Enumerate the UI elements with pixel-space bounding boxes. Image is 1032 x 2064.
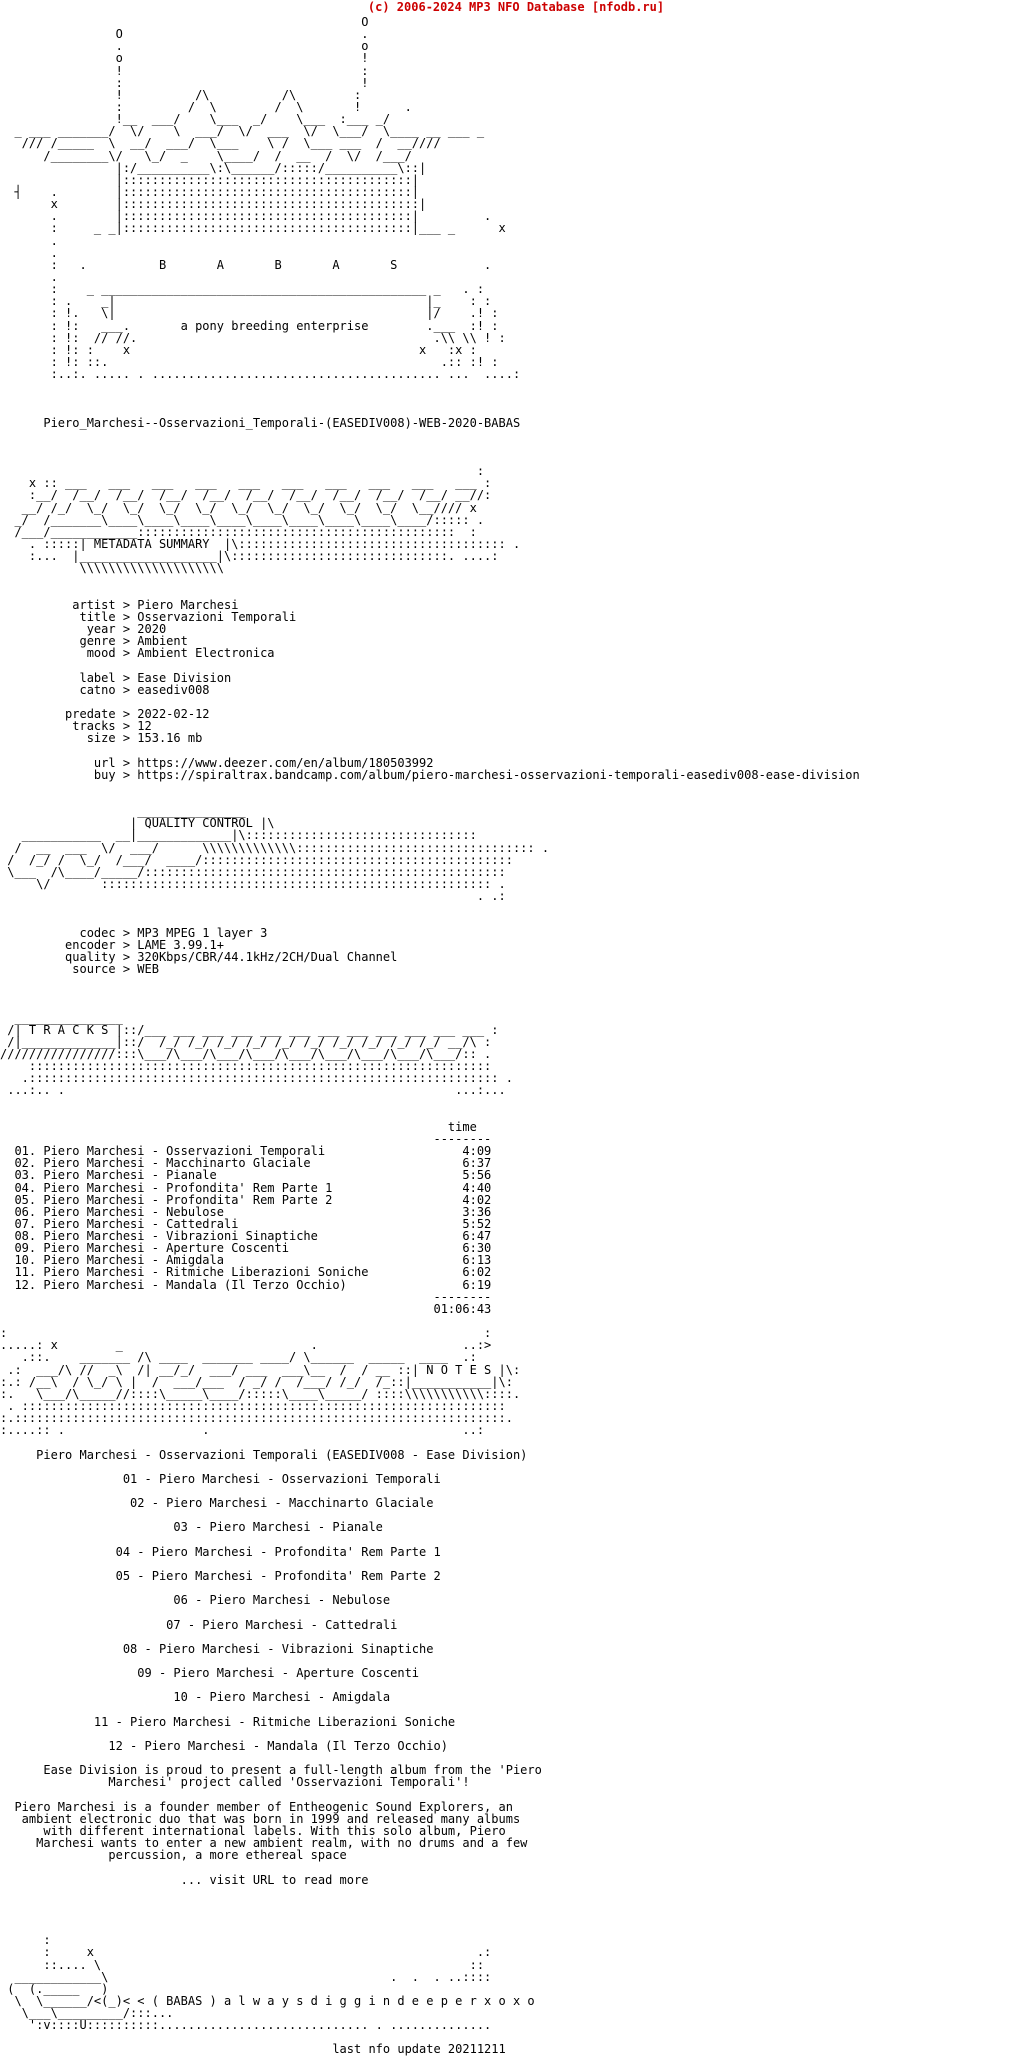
nfo-line [0,380,1032,392]
nfo-line [0,781,1032,793]
nfo-line [0,999,1032,1011]
nfo-line: title > Osservazioni Temporali [0,609,297,624]
nfo-line: Ease Division is proud to present a full-length album from the 'Piero [0,1763,542,1778]
nfo-line [0,1704,1032,1716]
nfo-line: quality > 320Kbps/CBR/44.1kHz/2CH/Dual Channel [0,949,398,964]
nfo-line: ! : [0,63,369,78]
nfo-line: \\\\\\\\\\\\\\\\\\\\ [0,561,224,576]
nfo-line [0,1436,1032,1448]
nfo-line: ambient electronic duo that was born in 1999 and released many albums [0,1811,521,1826]
nfo-line: ┤ . |::::::::::::::::::::::::::::::::::::::::| [0,184,420,199]
nfo-line: .::. _______ /\ ____ _______ ____/ \______ _____ ____ .: [0,1350,477,1365]
nfo-line: 10. Piero Marchesi - Amigdala 6:13 [0,1253,492,1268]
nfo-line: ____________\ . . . ..:::: [0,1969,492,1984]
nfo-line: 12 - Piero Marchesi - Mandala (Il Terzo Occhio) [0,1738,448,1753]
nfo-line: time [0,1119,477,1134]
nfo-line [0,987,1032,999]
nfo-line: encoder > LAME 3.99.1+ [0,937,224,952]
nfo-line: : x .: [0,1945,492,1960]
nfo-line: : !: ___. a pony breeding enterprise .___ :! : [0,318,499,333]
nfo-line: with different international labels. With this solo album, Piero [0,1823,506,1838]
nfo-line: label > Ease Division [0,670,232,685]
nfo-line: /|_____________|::/ /_/ /_/ /_/ /_/ /_/ /_/ /_/ /_/ /_/ /_/ __/\ : [0,1034,492,1049]
nfo-line: _ ___ _______/ \/ \ ___/ \/ ___ \/ \___/ \____ __ ___ _ [0,124,485,139]
nfo-line: . :::::| METADATA SUMMARY |\::::::::::::::::::::::::::::::::::::: . [0,537,521,552]
nfo-line: |:/__________\:\______/:::::/__________\::| [0,160,427,175]
nfo-line: 11 - Piero Marchesi - Ritmiche Liberazioni Soniche [0,1714,456,1729]
nfo-line: \ \______/<(_)< < ( BABAS ) a l w a y s d i g g i n d e e p e r x o x o [0,1993,535,2008]
nfo-line [0,1109,1032,1121]
nfo-line: : !: ::. .:: :! : [0,354,499,369]
nfo-line: 10 - Piero Marchesi - Amigdala [0,1690,391,1705]
nfo-line [0,1534,1032,1546]
nfo-line: : . B A B A S . [0,257,492,272]
nfo-line [0,744,1032,756]
nfo-line: buy > https://spiraltrax.bandcamp.com/album/piero-marchesi-osservazioni-temporali-easediv008-ease-division [0,767,860,782]
nfo-line: 06. Piero Marchesi - Nebulose 3:36 [0,1204,492,1219]
nfo-line: size > 153.16 mb [0,731,203,746]
nfo-line: 01:06:43 [0,1301,492,1316]
nfo-line: :. \___/\_____//::::\_____\____/:::::\____\_____/ ::::\\\\\\\\\\\::::. [0,1386,521,1401]
nfo-line: 01 - Piero Marchesi - Osservazioni Temporali [0,1471,441,1486]
nfo-line: ////////////////:::\___/\___/\___/\___/\___/\___/\___/\___/\___/:: . [0,1046,492,1061]
nfo-line [0,975,1032,987]
nfo-line: artist > Piero Marchesi [0,597,239,612]
nfo-line [0,1861,1032,1873]
nfo-line: Piero Marchesi is a founder member of Entheogenic Sound Explorers, an [0,1799,513,1814]
nfo-line: \___ /\____/_____/:::::::::::::::::::::::::::::::::::::::::::::::::: [0,864,506,879]
nfo-line: -------- [0,1289,492,1304]
nfo-line [0,405,1032,417]
nfo-line: -------- [0,1131,492,1146]
nfo-line: ':v::::U::::::::::............................. . .............. [0,2018,492,2033]
nfo-line: 07 - Piero Marchesi - Cattedrali [0,1617,398,1632]
nfo-line: . [0,245,58,260]
nfo-line: 05 - Piero Marchesi - Profondita' Rem Parte 2 [0,1569,441,1583]
nfo-line: 03. Piero Marchesi - Pianale 5:56 [0,1168,492,1183]
nfo-line: /___/____________:::::::::::::::::::::::::::::::::::::::::::: : [0,524,477,539]
nfo-line: o ! [0,51,369,66]
nfo-line: : [0,464,485,479]
nfo-line: .....: x _ . ..:> [0,1338,492,1353]
nfo-line [0,441,1032,453]
nfo-line: ! /\ /\ : [0,87,362,102]
nfo-line: : !: // //. .\\ \\ ! : [0,330,506,345]
nfo-line [0,1898,1032,1910]
nfo-line: Piero_Marchesi--Osservazioni_Temporali-(EASEDIV008)-WEB-2020-BABAS [0,415,521,430]
nfo-line: year > 2020 [0,622,167,637]
nfo-line: /// /_____ \ __/ ___/ \___ \ / \___ ___ / __//// [0,136,441,151]
nfo-line: : ! [0,75,369,90]
nfo-line: ___________ __|_____________|\:::::::::::::::::::::::::::::::: [0,828,477,843]
nfo-line [0,574,1032,586]
nfo-line: : [0,1933,51,1948]
nfo-line: ( (._____ ) [0,1981,109,1996]
nfo-line: : !: : x x :x : [0,342,477,357]
nfo-line: |::::::::::::::::::::::::::::::::::::::::| [0,172,420,187]
nfo-line [0,587,1032,599]
nfo-line: :.: /__\ / \_/ \ | / ___/___ / _/ / /___/ /_/ /_::|___________|\: [0,1374,513,1389]
nfo-line: : !. \| |/ .! : [0,306,499,321]
nfo-line: source > WEB [0,961,159,976]
nfo-line: 03 - Piero Marchesi - Pianale [0,1520,383,1535]
nfo-line: x |:::::::::::::::::::::::::::::::::::::::::| [0,197,427,212]
nfo-line: _______________ [0,1010,123,1025]
nfo-line [0,1922,1032,1934]
nfo-line: x :: ___ ___ ___ ___ ___ ___ ___ ___ ___ ___ : [0,476,492,491]
nfo-line: /| T R A C K S |::/___ ___ ___ ___ ___ ___ ___ ___ ___ ___ ___ ___ : [0,1022,499,1037]
nfo-line [0,392,1032,404]
nfo-line: __/ /_/ \_/ \_/ \_/ \_/ \_/ \_/ \_/ \_/ \_/ \__//// x [0,500,477,515]
nfo-line: mood > Ambient Electronica [0,646,275,661]
nfo-line: O . [0,27,369,42]
nfo-line: ... visit URL to read more [0,1872,369,1887]
nfo-line: : _ _____________________________________________ _ . : [0,282,485,297]
nfo-line: :::::::::::::::::::::::::::::::::::::::::::::::::::::::::::::::: [0,1059,492,1074]
nfo-line: 01. Piero Marchesi - Osservazioni Temporali 4:09 [0,1144,492,1159]
nfo-line: codec > MP3 MPEG 1 layer 3 [0,925,268,940]
nfo-line: . .: [0,889,506,904]
nfo-line [0,659,1032,671]
nfo-line: / /_/ / \_/ /___/ ____/::::::::::::::::::::::::::::::::::::::::::: [0,852,513,867]
nfo-line: 05. Piero Marchesi - Profondita' Rem Parte 2 4:02 [0,1192,492,1207]
nfo-line: Marchesi wants to enter a new ambient realm, with no drums and a few [0,1836,528,1851]
nfo-line [0,429,1032,441]
nfo-line: :__/ /__/ /__/ /__/ /__/ /__/ /__/ /__/ /__/ /__/ __//: [0,488,492,503]
nfo-line: . |::::::::::::::::::::::::::::::::::::::::| . [0,209,492,224]
nfo-line: 07. Piero Marchesi - Cattedrali 5:52 [0,1216,492,1231]
nfo-line [0,914,1032,926]
nfo-line: 04 - Piero Marchesi - Profondita' Rem Parte 1 [0,1544,441,1559]
nfo-line: 02 - Piero Marchesi - Macchinarto Glaciale [0,1496,434,1511]
nfo-document [0,16,1032,2056]
nfo-line: Marchesi' project called 'Osservazioni Temporali'! [0,1775,470,1790]
nfo-line: genre > Ambient [0,634,188,649]
nfo-line: 09. Piero Marchesi - Aperture Coscenti 6:30 [0,1241,492,1256]
nfo-line: last nfo update 20211211 [0,2042,506,2056]
nfo-line: 08. Piero Marchesi - Vibrazioni Sinaptiche 6:47 [0,1229,492,1244]
nfo-line [0,1910,1032,1922]
nfo-line: .::::::::::::::::::::::::::::::::::::::::::::::::::::::::::::::::: . [0,1071,513,1086]
nfo-line: 11. Piero Marchesi - Ritmiche Liberazioni Soniche 6:02 [0,1265,492,1280]
nfo-line: . [0,269,58,284]
nfo-line: 02. Piero Marchesi - Macchinarto Glaciale 6:37 [0,1156,492,1171]
nfo-line: _/ /_______\____\____\____\____\____\____\____\____\____/::::: . [0,512,485,527]
nfo-line: Piero Marchesi - Osservazioni Temporali (EASEDIV008 - Ease Division) [0,1447,528,1462]
nfo-line: _______________ [0,804,246,819]
nfo-line: catno > easediv008 [0,682,210,697]
nfo-line [0,1097,1032,1109]
nfo-line: :..:. ..... . ........................................ ... ....: [0,367,521,382]
nfo-line: !__ ___/ \___ _/ \___ :___ _/ [0,112,391,127]
nfo-line: . o [0,39,369,54]
nfo-line: 08 - Piero Marchesi - Vibrazioni Sinaptiche [0,1641,434,1656]
nfo-line: .: ___/\ // _\ /| __/_/ ___/ ___ ___\__ / / __ ::| N O T E S |\: [0,1362,521,1377]
nfo-line: url > https://www.deezer.com/en/album/180503992 [0,755,434,770]
nfo-line: O [0,16,369,29]
nfo-line [0,1789,1032,1801]
nfo-line: / __ ___ \/ ___/ \\\\\\\\\\\\\::::::::::::::::::::::::::::::::: . [0,840,550,855]
nfo-line: :... |___________________|\::::::::::::::::::::::::::::::. ....: [0,549,499,564]
nfo-line: : . _| |_ : : [0,294,492,309]
nfo-line: | QUALITY CONTROL |\ [0,816,275,831]
nfo-line: : _ _|::::::::::::::::::::::::::::::::::::::::|___ _ x [0,221,506,236]
nfo-line: . ::::::::::::::::::::::::::::::::::::::::::::::::::::::::::::::::::: [0,1399,506,1414]
nfo-line: : : [0,1326,492,1341]
site-header-text: (c) 2006-2024 MP3 NFO Database [nfodb.ru] [367,0,665,14]
nfo-line [0,1606,1032,1618]
nfo-line: ...:.. . ...:... [0,1083,506,1098]
nfo-line [0,1886,1032,1898]
nfo-line: /________\/ \_/ _ \____/ / __ / \/ /___/ [0,148,412,163]
nfo-line: :.::::::::::::::::::::::::::::::::::::::::::::::::::::::::::::::::::::. [0,1411,513,1426]
nfo-line: 12. Piero Marchesi - Mandala (Il Terzo Occhio) 6:19 [0,1277,492,1292]
nfo-line: 06 - Piero Marchesi - Nebulose [0,1593,391,1608]
nfo-line: : / \ / \ ! . [0,99,412,114]
nfo-line: percussion, a more ethereal space [0,1848,347,1863]
nfo-line: tracks > 12 [0,719,152,734]
nfo-line: . [0,233,58,248]
nfo-line: 09 - Piero Marchesi - Aperture Coscenti [0,1666,420,1681]
nfo-line [0,902,1032,914]
nfo-line: \/ :::::::::::::::::::::::::::::::::::::::::::::::::::::: . [0,876,506,891]
nfo-line: predate > 2022-02-12 [0,707,210,722]
nfo-line: :....:: . . ..: [0,1423,485,1438]
nfo-line: 04. Piero Marchesi - Profondita' Rem Parte 1 4:40 [0,1180,492,1195]
nfo-line: \___\_________/:::... [0,2006,174,2021]
nfo-line: ::.... \ :: [0,1957,485,1972]
